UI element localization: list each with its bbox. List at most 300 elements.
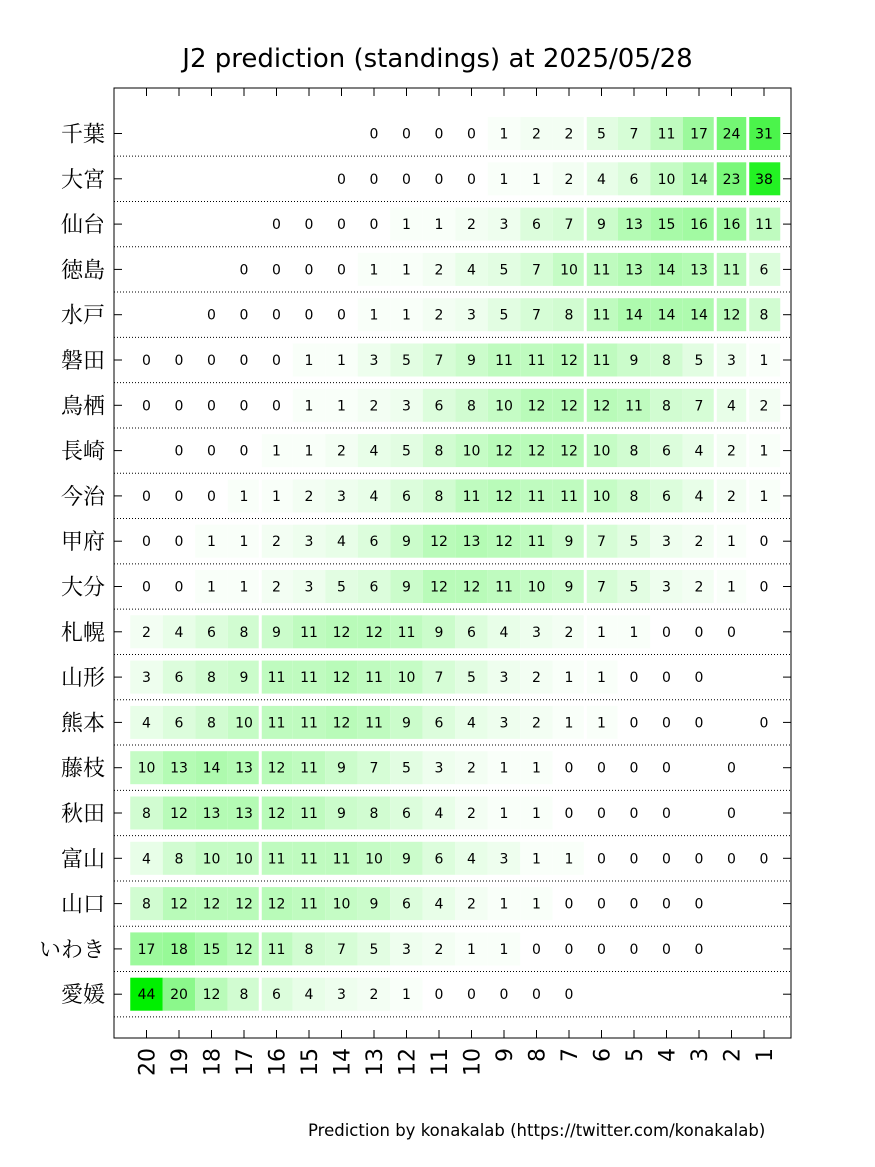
cell-value-label: 1 <box>499 941 509 958</box>
cell-value-label: 1 <box>467 941 476 958</box>
cell-value-label: 11 <box>462 488 481 505</box>
cell-value-label: 12 <box>560 398 578 415</box>
cell-value-label: 0 <box>467 171 476 188</box>
cell-value-label: 0 <box>727 624 736 641</box>
cell-value-label: 10 <box>560 262 578 279</box>
cell-value-label: 2 <box>142 624 151 641</box>
cell-value-label: 12 <box>560 353 578 369</box>
team-label: 秋田 <box>60 802 105 827</box>
cell-value-label: 0 <box>174 488 184 505</box>
x-tick-label: 1 <box>753 1048 778 1062</box>
cell-value-label: 1 <box>239 534 249 551</box>
cell-value-label: 2 <box>337 443 346 460</box>
cell-value-label: 11 <box>657 126 676 143</box>
cell-value-label: 2 <box>467 806 476 822</box>
cell-value-label: 0 <box>272 307 281 324</box>
cell-value-label: 4 <box>369 443 379 460</box>
cell-value-label: 0 <box>727 806 736 822</box>
x-tick-label: 2 <box>720 1048 746 1062</box>
cell-value-label: 0 <box>174 443 184 460</box>
cell-value-label: 0 <box>629 896 639 913</box>
cell-value-label: 8 <box>759 307 769 324</box>
cell-value-label: 2 <box>272 579 281 596</box>
cell-value-label: 2 <box>532 670 541 687</box>
cell-value-label: 1 <box>434 217 444 234</box>
cell-value-label: 1 <box>272 488 281 505</box>
cell-value-label: 10 <box>365 851 383 868</box>
cell-value-label: 6 <box>369 579 379 596</box>
cell-value-label: 4 <box>467 851 476 868</box>
cell-value-label: 0 <box>499 987 509 1004</box>
cell-value-label: 12 <box>332 624 351 641</box>
cell-value-label: 8 <box>662 398 671 415</box>
team-label: 富山 <box>60 847 105 873</box>
cell-value-label: 12 <box>495 488 513 505</box>
cell-value-label: 12 <box>235 896 253 913</box>
cell-value-label: 1 <box>369 262 379 279</box>
cell-value-label: 11 <box>267 670 286 687</box>
cell-value-label: 10 <box>657 171 676 188</box>
cell-value-label: 12 <box>462 579 481 596</box>
cell-value-label: 2 <box>434 307 444 324</box>
cell-value-label: 1 <box>402 987 411 1004</box>
cell-value-label: 15 <box>202 941 221 958</box>
cell-value-label: 11 <box>560 488 578 505</box>
cell-value-label: 1 <box>727 534 736 551</box>
cell-value-label: 1 <box>727 579 736 596</box>
cell-value-label: 0 <box>662 624 671 641</box>
cell-value-label: 13 <box>690 262 708 279</box>
team-label: 甲府 <box>60 530 105 556</box>
cell-value-label: 0 <box>174 353 184 369</box>
x-tick-label: 11 <box>428 1048 453 1076</box>
cell-value-label: 2 <box>532 126 541 143</box>
cell-value-label: 11 <box>397 624 416 641</box>
team-label: 今治 <box>60 484 105 510</box>
cell-value-label: 12 <box>267 806 286 822</box>
cell-value-label: 11 <box>755 217 773 234</box>
cell-value-label: 5 <box>629 534 639 551</box>
x-tick-label: 12 <box>395 1048 421 1076</box>
cell-value-label: 10 <box>592 443 611 460</box>
cell-value-label: 0 <box>597 941 606 958</box>
cell-value-label: 13 <box>235 806 253 822</box>
cell-value-label: 5 <box>402 443 411 460</box>
cell-value-label: 6 <box>402 896 411 913</box>
cell-value-label: 8 <box>239 987 249 1004</box>
cell-value-label: 0 <box>564 987 574 1004</box>
cell-value-label: 12 <box>592 398 611 415</box>
cell-value-label: 0 <box>759 715 769 732</box>
cell-value-label: 3 <box>304 579 314 596</box>
cell-value-label: 3 <box>337 987 346 1004</box>
x-tick-label: 13 <box>363 1048 388 1076</box>
cell-value-label: 6 <box>467 624 476 641</box>
cell-value-label: 9 <box>564 579 574 596</box>
cell-value-label: 0 <box>662 760 671 777</box>
cell-value-label: 2 <box>694 579 704 596</box>
cell-value-label: 10 <box>235 715 253 732</box>
cell-value-label: 2 <box>564 171 574 188</box>
cell-value-label: 0 <box>597 760 606 777</box>
cell-value-label: 14 <box>690 307 708 324</box>
cell-value-label: 0 <box>629 806 639 822</box>
cell-value-label: 12 <box>495 443 513 460</box>
cell-value-label: 3 <box>369 353 379 369</box>
cell-value-label: 2 <box>694 534 704 551</box>
cell-value-label: 11 <box>527 488 546 505</box>
cell-value-label: 6 <box>434 715 444 732</box>
cell-value-label: 1 <box>629 624 639 641</box>
cell-value-label: 2 <box>304 488 314 505</box>
cell-value-label: 0 <box>564 896 574 913</box>
cell-value-label: 7 <box>434 670 444 687</box>
cell-value-label: 0 <box>597 806 606 822</box>
cell-value-label: 4 <box>499 624 509 641</box>
cell-value-label: 11 <box>527 353 546 369</box>
cell-value-label: 12 <box>202 987 221 1004</box>
cell-value-label: 9 <box>369 896 379 913</box>
cell-value-label: 8 <box>174 851 184 868</box>
cell-value-label: 5 <box>369 941 379 958</box>
cell-value-label: 7 <box>629 126 639 143</box>
cell-value-label: 1 <box>597 670 606 687</box>
cell-value-label: 11 <box>527 534 546 551</box>
cell-value-label: 11 <box>300 624 318 641</box>
cell-value-label: 8 <box>434 443 444 460</box>
cell-value-label: 0 <box>694 851 704 868</box>
cell-value-label: 11 <box>300 715 318 732</box>
cell-value-label: 0 <box>597 896 606 913</box>
cell-value-label: 31 <box>755 126 773 143</box>
cell-value-label: 2 <box>369 987 379 1004</box>
cell-value-label: 8 <box>369 806 379 822</box>
cell-value-label: 0 <box>694 941 704 958</box>
team-label: 山形 <box>60 666 105 692</box>
team-label: いわき <box>38 937 105 963</box>
cell-value-label: 2 <box>564 126 574 143</box>
cell-value-label: 10 <box>137 760 156 777</box>
cell-value-label: 0 <box>142 398 151 415</box>
cell-value-label: 9 <box>402 534 411 551</box>
x-tick-label: 9 <box>493 1048 518 1062</box>
cell-value-label: 10 <box>397 670 416 687</box>
cell-value-label: 11 <box>300 851 318 868</box>
x-tick-label: 4 <box>655 1048 681 1062</box>
team-label: 藤枝 <box>60 756 105 782</box>
cell-value-label: 5 <box>499 307 509 324</box>
cell-value-label: 12 <box>267 896 286 913</box>
cell-value-label: 11 <box>332 851 351 868</box>
cell-value-label: 0 <box>727 851 736 868</box>
cell-value-label: 3 <box>727 353 736 369</box>
cell-value-label: 17 <box>137 941 156 958</box>
cell-value-label: 12 <box>332 715 351 732</box>
cell-value-label: 0 <box>174 534 184 551</box>
cell-value-label: 10 <box>332 896 351 913</box>
cell-value-label: 1 <box>337 353 346 369</box>
cell-value-label: 0 <box>304 307 314 324</box>
cell-value-label: 9 <box>337 760 346 777</box>
cell-value-label: 2 <box>467 217 476 234</box>
cell-value-label: 0 <box>759 851 769 868</box>
cell-value-label: 6 <box>402 488 411 505</box>
cell-value-label: 0 <box>662 670 671 687</box>
cell-value-label: 6 <box>207 624 216 641</box>
cell-value-label: 5 <box>467 670 476 687</box>
x-tick-label: 15 <box>298 1048 323 1076</box>
cell-value-label: 6 <box>402 806 411 822</box>
cell-value-label: 1 <box>564 670 574 687</box>
cell-value-label: 3 <box>499 670 509 687</box>
cell-value-label: 9 <box>402 851 411 868</box>
cell-value-label: 11 <box>495 579 513 596</box>
cell-value-label: 0 <box>174 398 184 415</box>
cell-value-label: 0 <box>694 896 704 913</box>
cell-value-label: 0 <box>662 715 671 732</box>
team-label: 熊本 <box>60 711 105 737</box>
cell-value-label: 1 <box>597 624 606 641</box>
team-label: 千葉 <box>60 122 105 148</box>
cell-value-label: 9 <box>467 353 476 369</box>
cell-value-label: 3 <box>402 398 411 415</box>
cell-value-label: 7 <box>597 579 606 596</box>
cell-value-label: 10 <box>235 851 253 868</box>
cell-value-label: 7 <box>532 307 541 324</box>
cell-value-label: 2 <box>467 760 476 777</box>
cell-value-label: 12 <box>365 624 383 641</box>
cell-value-label: 8 <box>629 488 639 505</box>
cell-value-label: 6 <box>272 987 281 1004</box>
cell-value-label: 14 <box>625 307 643 324</box>
cell-value-label: 3 <box>434 760 444 777</box>
team-label: 徳島 <box>60 258 105 284</box>
cell-value-label: 1 <box>239 488 249 505</box>
cell-value-label: 13 <box>235 760 253 777</box>
cell-value-label: 1 <box>239 579 249 596</box>
cell-value-label: 12 <box>202 896 221 913</box>
cell-value-label: 1 <box>532 896 541 913</box>
cell-value-label: 14 <box>202 760 221 777</box>
x-tick-label: 10 <box>460 1048 486 1076</box>
cell-value-label: 24 <box>722 126 741 143</box>
cell-value-label: 8 <box>207 715 216 732</box>
cell-value-label: 6 <box>434 851 444 868</box>
cell-value-label: 1 <box>499 760 509 777</box>
cell-value-label: 12 <box>527 443 546 460</box>
cell-value-label: 3 <box>402 941 411 958</box>
cell-value-label: 0 <box>142 579 151 596</box>
cell-value-label: 8 <box>142 896 151 913</box>
cell-value-label: 7 <box>694 398 704 415</box>
cell-value-label: 11 <box>592 307 611 324</box>
cell-value-label: 1 <box>759 488 769 505</box>
cell-value-label: 11 <box>267 715 286 732</box>
cell-value-label: 9 <box>272 624 281 641</box>
cell-value-label: 12 <box>170 806 188 822</box>
cell-value-label: 13 <box>625 262 643 279</box>
team-label: 大宮 <box>60 167 105 193</box>
cell-value-label: 5 <box>694 353 704 369</box>
cell-value-label: 9 <box>434 624 444 641</box>
cell-value-label: 8 <box>304 941 314 958</box>
cell-value-label: 1 <box>304 398 314 415</box>
cell-value-label: 0 <box>629 715 639 732</box>
cell-value-label: 2 <box>759 398 769 415</box>
cell-value-label: 0 <box>304 262 314 279</box>
cell-value-label: 0 <box>239 443 249 460</box>
cell-value-label: 1 <box>759 353 769 369</box>
cell-value-label: 1 <box>499 126 509 143</box>
cell-value-label: 0 <box>759 534 769 551</box>
cell-value-label: 11 <box>592 353 611 369</box>
cell-value-label: 0 <box>207 353 216 369</box>
cell-value-label: 7 <box>597 534 606 551</box>
cell-value-label: 8 <box>564 307 574 324</box>
cell-value-label: 23 <box>722 171 741 188</box>
cell-value-label: 10 <box>527 579 546 596</box>
x-tick-label: 18 <box>200 1048 226 1076</box>
cell-value-label: 3 <box>499 715 509 732</box>
cell-value-label: 14 <box>657 307 676 324</box>
cell-value-label: 7 <box>337 941 346 958</box>
cell-value-label: 1 <box>499 806 509 822</box>
cell-value-label: 0 <box>272 262 281 279</box>
cell-value-label: 6 <box>434 398 444 415</box>
cell-value-label: 11 <box>592 262 611 279</box>
team-label: 仙台 <box>60 213 105 239</box>
cell-value-label: 8 <box>142 806 151 822</box>
team-label: 長崎 <box>60 439 105 465</box>
cell-value-label: 1 <box>564 715 574 732</box>
cell-value-label: 11 <box>300 806 318 822</box>
cell-value-label: 1 <box>402 217 411 234</box>
cell-value-label: 12 <box>527 398 546 415</box>
cell-value-label: 0 <box>207 307 216 324</box>
cell-value-label: 2 <box>434 262 444 279</box>
cell-value-label: 0 <box>142 353 151 369</box>
cell-value-label: 1 <box>564 851 574 868</box>
cell-value-label: 4 <box>142 715 151 732</box>
cell-value-label: 0 <box>239 307 249 324</box>
cell-value-label: 11 <box>495 353 513 369</box>
cell-value-label: 1 <box>532 760 541 777</box>
cell-value-label: 7 <box>369 760 379 777</box>
cell-value-label: 0 <box>564 941 574 958</box>
cell-value-label: 4 <box>434 896 444 913</box>
cell-value-label: 10 <box>202 851 221 868</box>
cell-value-label: 8 <box>207 670 216 687</box>
credit-caption: Prediction by konakalab (https://twitter.com/konakalab) <box>308 1121 766 1140</box>
cell-value-label: 10 <box>462 443 481 460</box>
cell-value-label: 0 <box>532 941 541 958</box>
cell-value-label: 9 <box>597 217 606 234</box>
cell-value-label: 12 <box>430 579 448 596</box>
cell-value-label: 0 <box>337 307 346 324</box>
cell-value-label: 0 <box>272 353 281 369</box>
cell-value-label: 3 <box>337 488 346 505</box>
cell-value-label: 1 <box>597 715 606 732</box>
cell-value-label: 0 <box>662 851 671 868</box>
x-tick-label: 7 <box>558 1048 583 1062</box>
cell-value-label: 2 <box>564 624 574 641</box>
cell-value-label: 3 <box>467 307 476 324</box>
cell-value-label: 7 <box>532 262 541 279</box>
cell-value-label: 0 <box>662 896 671 913</box>
cell-value-label: 9 <box>402 715 411 732</box>
cell-value-label: 1 <box>337 398 346 415</box>
cell-value-label: 2 <box>727 443 736 460</box>
cell-value-label: 1 <box>402 307 411 324</box>
cell-value-label: 1 <box>369 307 379 324</box>
team-label: 愛媛 <box>60 983 105 1009</box>
cell-value-label: 38 <box>755 171 773 188</box>
cell-value-label: 0 <box>629 760 639 777</box>
cell-value-label: 1 <box>207 579 216 596</box>
cell-value-label: 0 <box>402 171 411 188</box>
cell-value-label: 0 <box>597 851 606 868</box>
x-tick-label: 14 <box>330 1048 356 1076</box>
cell-value-label: 8 <box>662 353 671 369</box>
cell-value-label: 17 <box>690 126 708 143</box>
cell-value-label: 16 <box>690 217 708 234</box>
cell-value-label: 13 <box>625 217 643 234</box>
cell-value-label: 13 <box>170 760 188 777</box>
cell-value-label: 9 <box>629 353 639 369</box>
cell-value-label: 4 <box>727 398 736 415</box>
cell-value-label: 0 <box>369 126 379 143</box>
chart-title: J2 prediction (standings) at 2025/05/28 <box>182 44 693 74</box>
cell-value-label: 0 <box>564 760 574 777</box>
cell-value-label: 1 <box>532 171 541 188</box>
cell-value-label: 1 <box>207 534 216 551</box>
cell-value-label: 12 <box>495 534 513 551</box>
cell-value-label: 4 <box>694 443 704 460</box>
cell-value-label: 3 <box>662 579 671 596</box>
cell-value-label: 0 <box>629 851 639 868</box>
cell-value-label: 6 <box>532 217 541 234</box>
cell-value-label: 4 <box>694 488 704 505</box>
cell-value-label: 0 <box>434 126 444 143</box>
cell-value-label: 4 <box>434 806 444 822</box>
cell-value-label: 0 <box>694 624 704 641</box>
cell-value-label: 2 <box>272 534 281 551</box>
cell-value-label: 5 <box>499 262 509 279</box>
cell-value-label: 6 <box>662 443 671 460</box>
team-label: 水戸 <box>60 303 105 329</box>
cell-value-label: 9 <box>564 534 574 551</box>
cell-value-label: 0 <box>239 353 249 369</box>
cell-value-label: 10 <box>592 488 611 505</box>
cell-value-label: 0 <box>272 398 281 415</box>
x-tick-label: 8 <box>525 1048 551 1062</box>
cell-value-label: 9 <box>337 806 346 822</box>
cell-value-label: 5 <box>402 353 411 369</box>
cell-value-label: 7 <box>434 353 444 369</box>
cell-value-label: 1 <box>532 851 541 868</box>
x-tick-label: 5 <box>623 1048 648 1062</box>
cell-value-label: 0 <box>272 217 281 234</box>
x-tick-label: 3 <box>688 1048 713 1062</box>
cell-value-label: 44 <box>137 987 156 1004</box>
cell-value-label: 0 <box>337 262 346 279</box>
cell-value-label: 3 <box>499 217 509 234</box>
cell-value-label: 4 <box>304 987 314 1004</box>
cell-value-label: 7 <box>564 217 574 234</box>
cell-value-label: 12 <box>722 307 741 324</box>
cell-value-label: 8 <box>239 624 249 641</box>
cell-value-label: 0 <box>629 941 639 958</box>
